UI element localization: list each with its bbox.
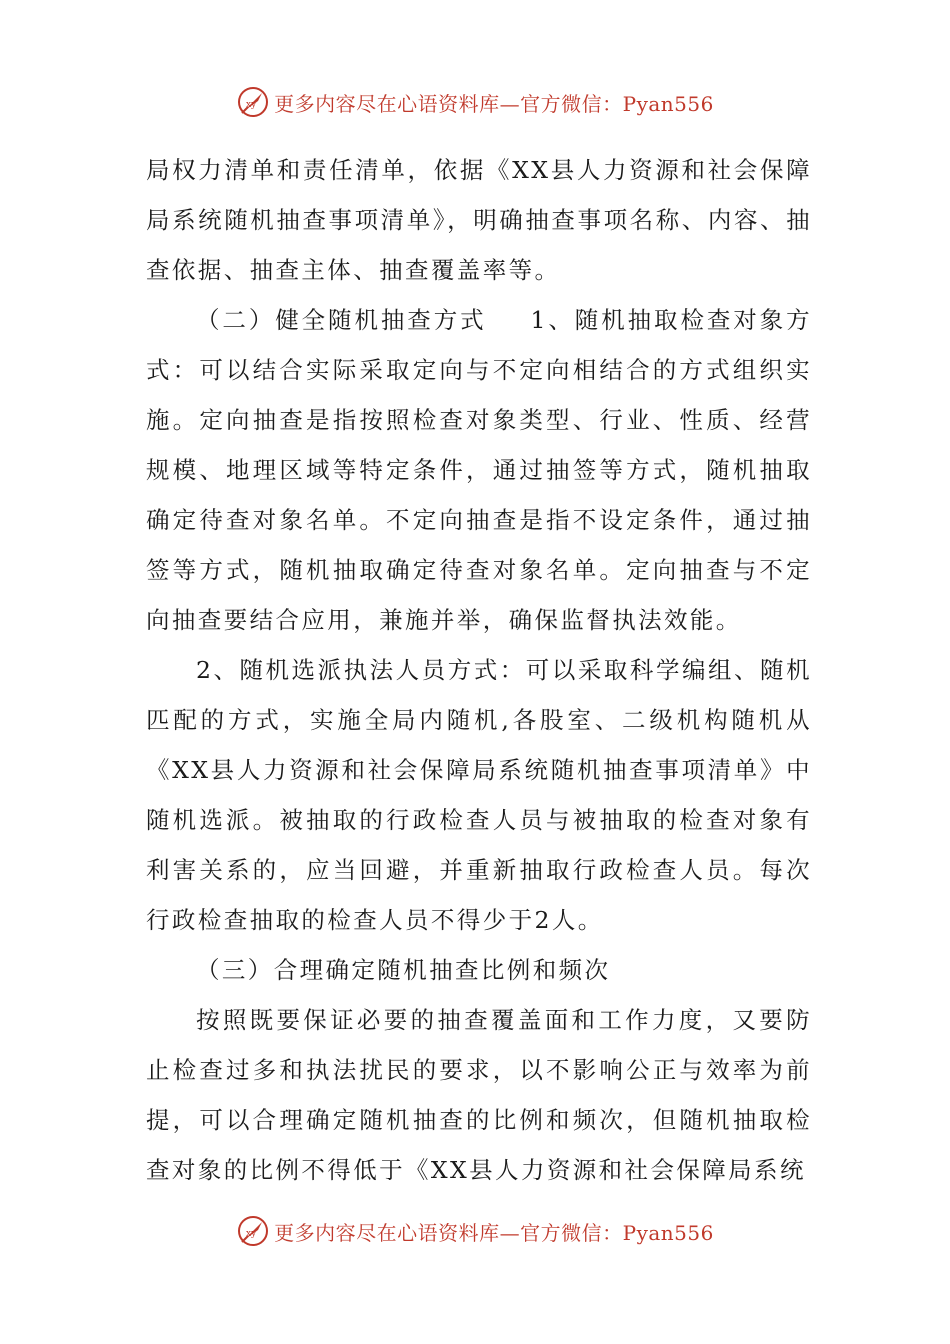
footer-watermark-banner [0, 1211, 950, 1251]
paragraph-5: 按照既要保证必要的抽查覆盖面和工作力度，又要防止检查过多和执法扰民的要求，以不影响公正与效率为前提，可以合理确定随机抽查的比例和频次，但随机抽取检查对象的比例不得低于《XX县人力资源和社会保障局系统 [146, 1006, 812, 1184]
header-brand-text: 更多内容尽在心语资料库—官方微信：Pyan556 [274, 91, 714, 116]
footer-brand-text: 更多内容尽在心语资料库—官方微信：Pyan556 [274, 1220, 714, 1245]
quill-logo-icon [236, 85, 270, 119]
logo-letters: xy [246, 1229, 257, 1239]
paragraph-3: 2、随机选派执法人员方式：可以采取科学编组、随机匹配的方式，实施全局内随机,各股室、二级机构随机从《XX县人力资源和社会保障局系统随机抽查事项清单》中随机选派。被抽取的行政检查人员与被抽取的检查对象有利害关系的，应当回避，并重新抽取行政检查人员。每次行政检查抽取的检查人员不得少于2人。 [146, 656, 812, 934]
section-heading-2: （二）健全随机抽查方式 [196, 306, 487, 334]
paragraph-2-body: 1、随机抽取检查对象方式：可以结合实际采取定向与不定向相结合的方式组织实施。定向抽查是指按照检查对象类型、行业、性质、经营规模、地理区域等特定条件，通过抽签等方式，随机抽取确定待查对象名单。不定向抽查是指不设定条件，通过抽签等方式，随机抽取确定待查对象名单。定向抽查与不定向抽查要结合应用，兼施并举，确保监督执法效能。 [146, 306, 812, 634]
quill-logo-icon [236, 1214, 270, 1248]
paragraph-1: 局权力清单和责任清单，依据《XX县人力资源和社会保障局系统随机抽查事项清单》，明确抽查事项名称、内容、抽查依据、抽查主体、抽查覆盖率等。 [146, 156, 812, 284]
document-body [146, 145, 812, 1195]
paragraph-2 [146, 295, 812, 645]
logo-letters: xy [246, 100, 257, 110]
section-heading-3: （三）合理确定随机抽查比例和频次 [196, 956, 611, 984]
header-watermark-banner [0, 82, 950, 122]
